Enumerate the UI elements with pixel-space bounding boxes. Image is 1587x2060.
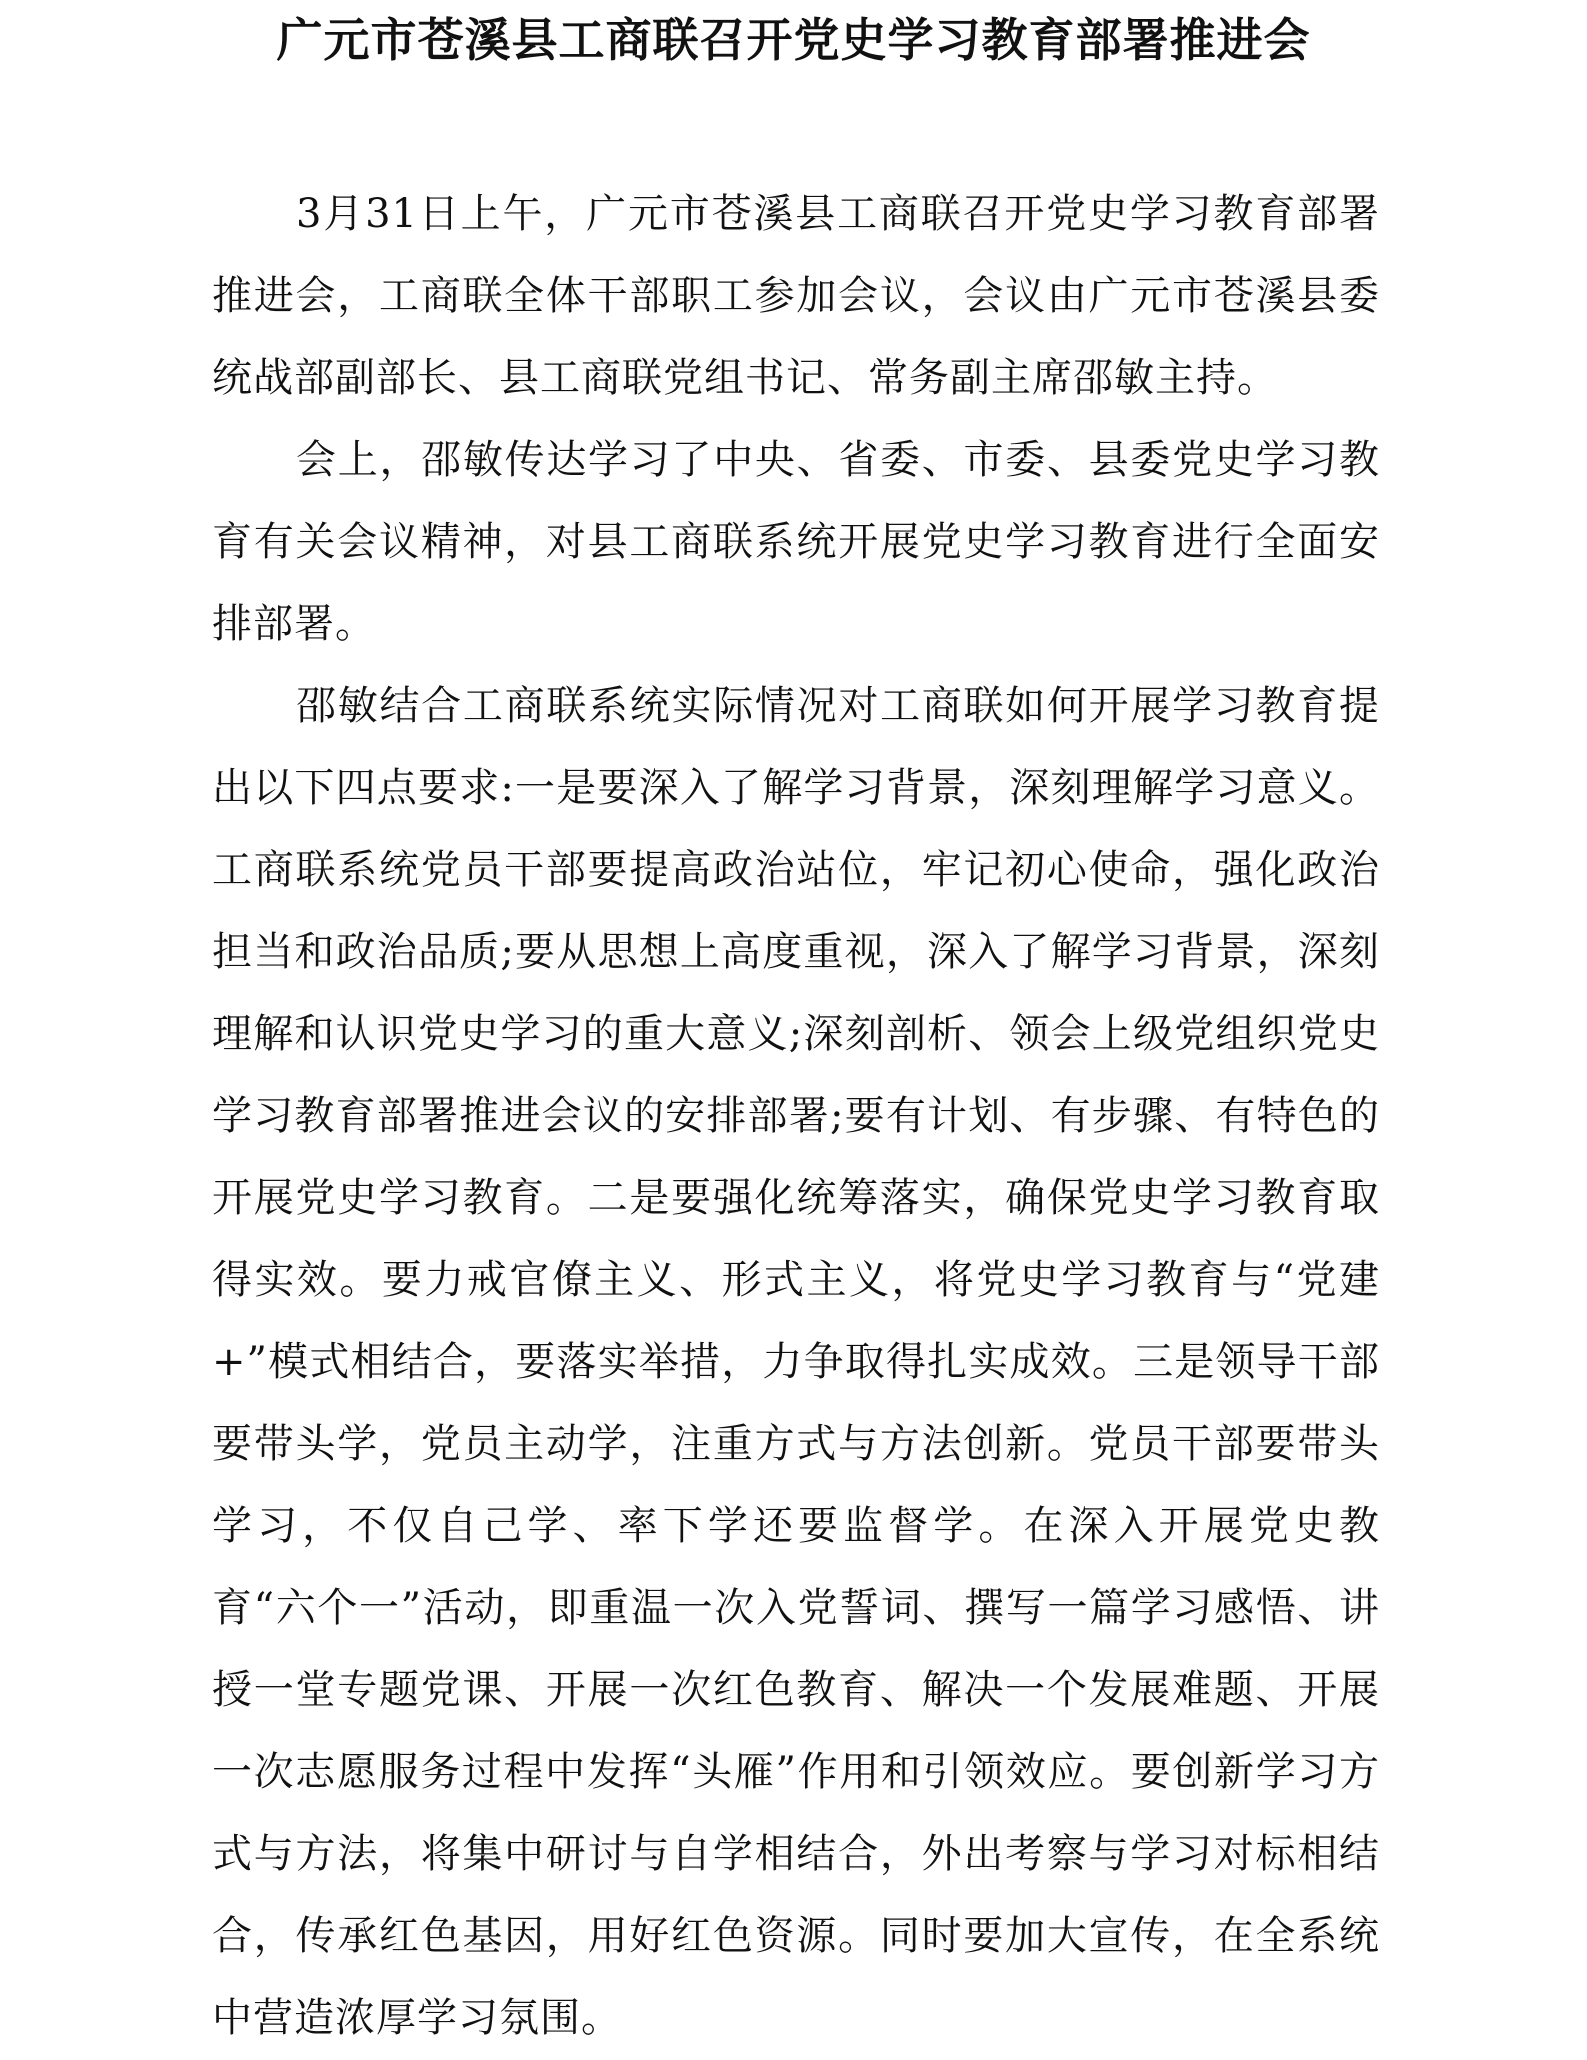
document-body bbox=[212, 173, 1380, 2059]
paragraph-spirit-transmission: 会上，邵敏传达学习了中央、省委、市委、县委党史学习教育有关会议精神，对县工商联系统开展党史学习教育进行全面安排部署。 bbox=[212, 437, 1380, 647]
paragraph-meeting-intro: 3月31日上午，广元市苍溪县工商联召开党史学习教育部署推进会，工商联全体干部职工参加会议，会议由广元市苍溪县委统战部副部长、县工商联党组书记、常务副主席邵敏主持。 bbox=[212, 191, 1380, 401]
document-title: 广元市苍溪县工商联召开党史学习教育部署推进会 bbox=[276, 13, 1311, 67]
paragraph-requirements: 邵敏结合工商联系统实际情况对工商联如何开展学习教育提出以下四点要求:一是要深入了解学习背景，深刻理解学习意义。工商联系统党员干部要提高政治站位，牢记初心使命，强化政治担当和政治品质;要从思想上高度重视，深入了解学习背景，深刻理解和认识党史学习的重大意义;深刻剖析、领会上级党组织党史学习教育部署推进会议的安排部署;要有计划、有步骤、有特色的开展党史学习教育。二是要强化统筹落实，确保党史学习教育取得实效。要力戒官僚主义、形式主义，将党史学习教育与“党建+”模式相结合，要落实举措，力争取得扎实成效。三是领导干部要带头学，党员主动学，注重方式与方法创新。党员干部要带头学习，不仅自己学、率下学还要监督学。在深入开展党史教育“六个一”活动，即重温一次入党誓词、撰写一篇学习感悟、讲授一堂专题党课、开展一次红色教育、解决一个发展难题、开展一次志愿服务过程中发挥“头雁”作用和引领效应。要创新学习方式与方法，将集中研讨与自学相结合，外出考察与学习对标相结合，传承红色基因，用好红色资源。同时要加大宣传，在全系统中营造浓厚学习氛围。 bbox=[212, 683, 1380, 2041]
